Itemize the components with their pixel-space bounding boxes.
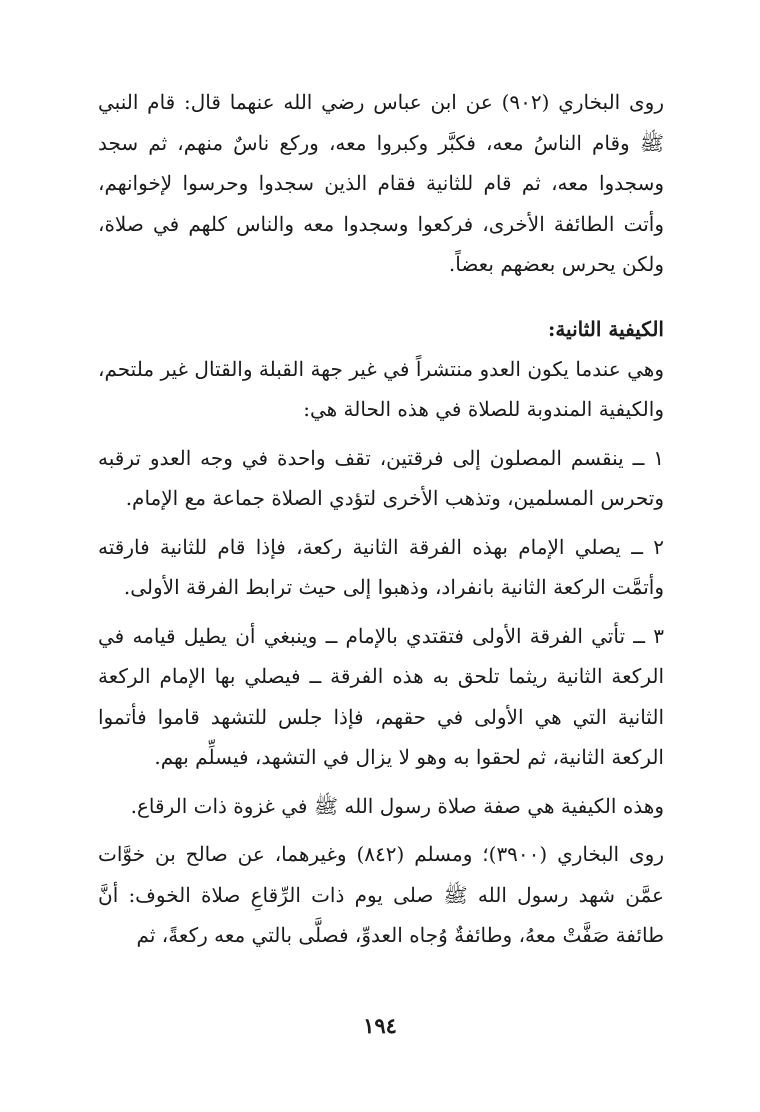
- page-number: ١٩٤: [363, 1013, 397, 1038]
- paragraph-bukhari-902: روى البخاري (٩٠٢) عن ابن عباس رضي الله عنهما قال: قام النبي ﷺ وقام الناسُ معه، فكبَّر وكبروا معه، وركع ناسٌ منهم، ثم سجد وسجدوا معه، ثم قام للثانية فقام الذين سجدوا وحرسوا لإخوانهم، وأتت الطائفة الأخرى، فركعوا وسجدوا معه والناس كلهم في صلاة، ولكن يحرس بعضهم بعضاً.: [98, 90, 665, 276]
- section-heading: الكيفية الثانية:: [547, 316, 664, 341]
- paragraph-intro: وهي عندما يكون العدو منتشراً في غير جهة القبلة والقتال غير ملتحم، والكيفية المندوبة للصلاة في هذه الحالة هي:: [98, 356, 664, 421]
- paragraph-step-2: ٢ ــ يصلي الإمام بهذه الفرقة الثانية ركعة، فإذا قام للثانية فارقته وأتمَّت الركعة الثانية بانفراد، وذهبوا إلى حيث ترابط الفرقة الأولى.: [98, 534, 664, 599]
- page-body: [98, 82, 664, 956]
- paragraph-step-3: ٣ ــ تأتي الفرقة الأولى فتقتدي بالإمام ــ وينبغي أن يطيل قيامه في الركعة الثانية ريثما تلحق به هذه الفرقة ــ فيصلي بها الإمام الركعة الثانية التي هي الأولى في حقهم، فإذا جلس للتشهد قاموا فأتموا الركعة الثانية، ثم لحقوا به وهو لا يزال في التشهد، فيسلِّم بهم.: [98, 623, 664, 769]
- paragraph-step-1: ١ ــ ينقسم المصلون إلى فرقتين، تقف واحدة في وجه العدو ترقبه وتحرس المسلمين، وتذهب الأخرى لتؤدي الصلاة جماعة مع الإمام.: [98, 445, 664, 510]
- paragraph-bukhari-3900: روى البخاري (٣٩٠٠)؛ ومسلم (٨٤٢) وغيرهما، عن صالح بن خوَّات عمَّن شهد رسول الله ﷺ صلى يوم ذات الرِّقاعِ صلاة الخوف: أنَّ طائفة صَفَّتْ معهُ، وطائفةٌ وُجاه العدوِّ، فصلَّى بالتي معه ركعةً، ثم: [98, 842, 664, 947]
- paragraph-dhat-al-riqa: وهذه الكيفية هي صفة صلاة رسول الله ﷺ في غزوة ذات الرقاع.: [130, 793, 664, 818]
